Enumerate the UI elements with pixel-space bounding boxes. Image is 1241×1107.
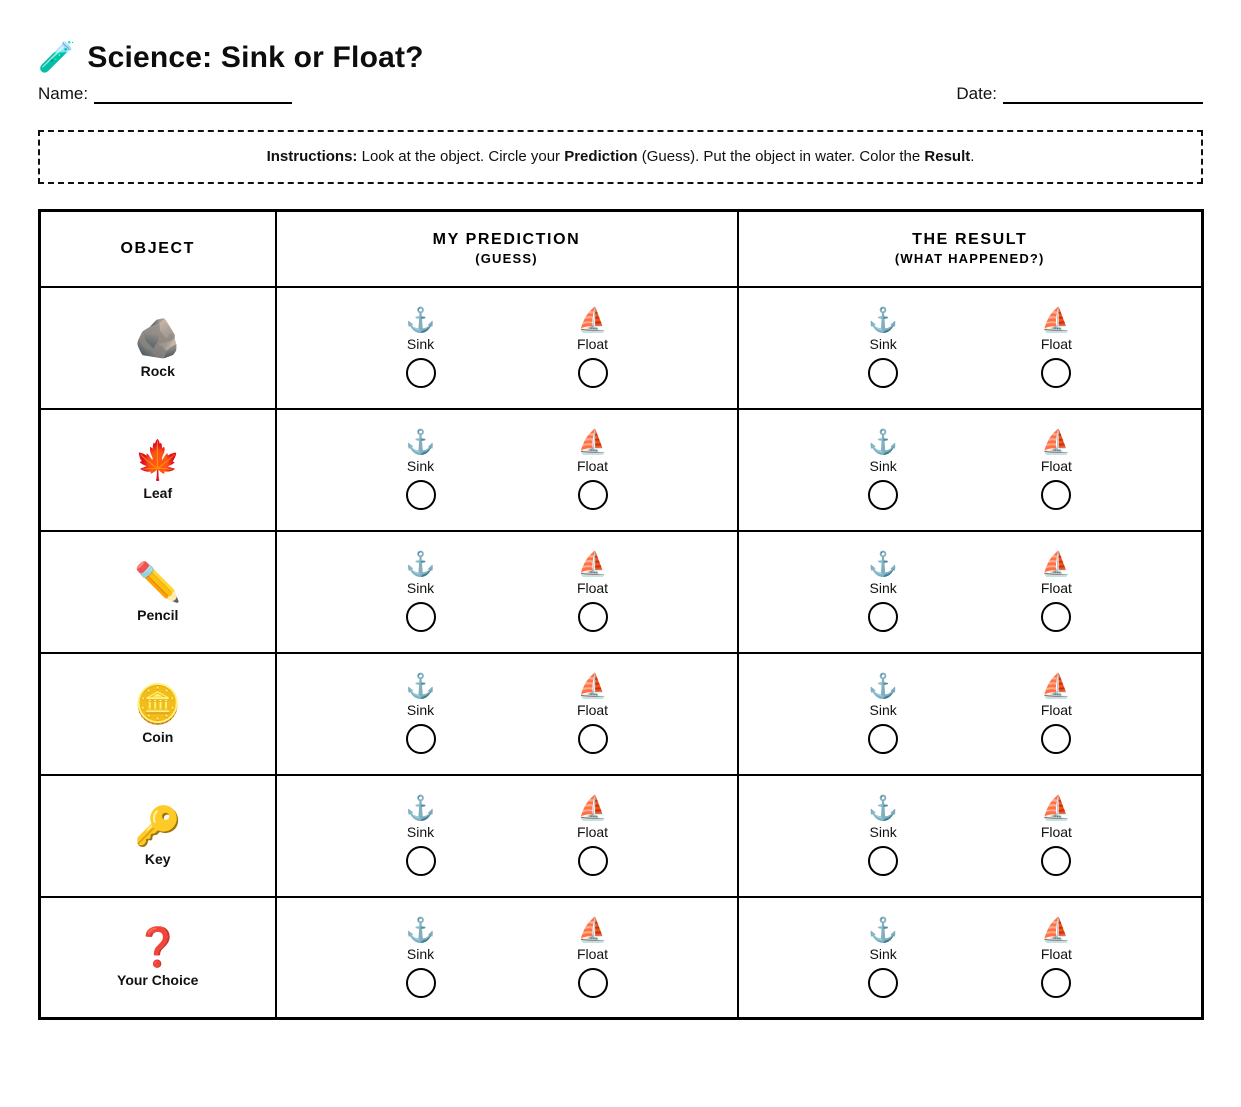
column-header-prediction-label: MY PREDICTION: [432, 230, 581, 248]
instructions-box: [38, 130, 1203, 184]
column-header-result-sublabel: (WHAT HAPPENED?): [894, 250, 1045, 266]
instructions-text: [267, 148, 975, 166]
result-option-float[interactable]: [996, 307, 1116, 388]
name-write-line[interactable]: [94, 88, 292, 104]
result-option-float[interactable]: [996, 795, 1116, 876]
prediction-cell: [276, 653, 738, 775]
result-option-float-label: Float: [1040, 945, 1072, 962]
result-option-float-label: Float: [1040, 336, 1072, 352]
result-choices: [739, 795, 1202, 876]
object-cell-leaf: [40, 409, 276, 531]
prediction-bubble-sink[interactable]: [406, 602, 436, 632]
prediction-choices: [277, 551, 737, 632]
anchor-icon: ⚓: [868, 673, 899, 700]
name-date-row: [38, 78, 1203, 104]
result-bubble-float[interactable]: [1041, 724, 1071, 754]
result-option-sink-label: Sink: [869, 702, 897, 718]
sailboat-icon: ⛵: [577, 429, 608, 456]
prediction-option-float[interactable]: [533, 795, 653, 876]
prediction-option-sink-label: Sink: [406, 702, 435, 718]
result-choices: [739, 307, 1202, 388]
table-head: [40, 211, 1203, 287]
column-header-prediction: [276, 211, 738, 287]
object-label: Rock: [140, 362, 175, 379]
object-cell-inner: [41, 317, 275, 379]
result-option-sink-label: Sink: [869, 580, 897, 596]
result-bubble-float[interactable]: [1041, 968, 1071, 998]
prediction-option-sink-label: Sink: [406, 336, 435, 352]
prediction-option-sink-label: Sink: [406, 945, 435, 962]
result-option-sink[interactable]: [823, 673, 943, 754]
prediction-bubble-float[interactable]: [578, 846, 608, 876]
result-option-sink-label: Sink: [869, 458, 897, 474]
prediction-option-float-label: Float: [576, 336, 609, 352]
prediction-bubble-float[interactable]: [578, 358, 608, 388]
prediction-option-float-label: Float: [576, 945, 609, 962]
result-option-sink-label: Sink: [869, 824, 897, 840]
table-row: [40, 287, 1203, 409]
sailboat-icon: ⛵: [1041, 551, 1072, 578]
prediction-option-sink[interactable]: [361, 917, 481, 998]
result-option-float[interactable]: [996, 673, 1116, 754]
column-header-result-label: THE RESULT: [912, 230, 1028, 248]
result-option-float[interactable]: [996, 429, 1116, 510]
instructions-part-1: Look at the object. Circle your: [357, 148, 565, 165]
object-label: Pencil: [137, 606, 179, 623]
prediction-cell: [276, 531, 738, 653]
prediction-bubble-sink[interactable]: [406, 358, 436, 388]
result-cell: [738, 409, 1203, 531]
anchor-icon: ⚓: [868, 795, 899, 822]
result-cell: [738, 531, 1203, 653]
anchor-icon: ⚓: [405, 795, 436, 822]
page-title-text: Science: Sink or Float?: [87, 41, 424, 74]
prediction-option-float[interactable]: [533, 551, 653, 632]
prediction-option-sink[interactable]: [361, 673, 481, 754]
prediction-cell: [276, 897, 738, 1019]
object-label: Coin: [142, 728, 174, 745]
prediction-option-float[interactable]: [533, 673, 653, 754]
date-write-line[interactable]: [1003, 88, 1203, 104]
prediction-bubble-float[interactable]: [578, 602, 608, 632]
instructions-part-2: (Guess). Put the object in water. Color the: [637, 148, 925, 165]
column-header-result: [738, 211, 1203, 287]
anchor-icon: ⚓: [868, 916, 899, 944]
prediction-bubble-sink[interactable]: [406, 724, 436, 754]
anchor-icon: ⚓: [868, 429, 899, 456]
key-emoji: 🔑: [134, 805, 182, 848]
prediction-bubble-float[interactable]: [578, 968, 608, 998]
sailboat-icon: ⛵: [577, 673, 608, 700]
sailboat-icon: ⛵: [1041, 795, 1072, 822]
result-bubble-float[interactable]: [1041, 602, 1071, 632]
prediction-option-sink[interactable]: [361, 795, 481, 876]
object-cell-inner: [41, 926, 275, 988]
prediction-bubble-float[interactable]: [578, 724, 608, 754]
result-option-float[interactable]: [996, 917, 1116, 998]
object-cell-inner: [41, 805, 275, 867]
anchor-icon: ⚓: [405, 551, 436, 578]
prediction-option-sink-label: Sink: [406, 458, 435, 474]
object-cell-inner: [41, 561, 275, 623]
instructions-bold-result: Result: [924, 148, 971, 165]
date-label: Date:: [956, 84, 997, 103]
result-option-sink[interactable]: [823, 795, 943, 876]
result-bubble-sink[interactable]: [868, 724, 898, 754]
result-option-float[interactable]: [996, 551, 1116, 632]
result-option-float-label: Float: [1040, 824, 1072, 840]
rock-emoji: 🪨: [134, 317, 182, 360]
object-label: Your Choice: [117, 972, 199, 989]
prediction-option-float-label: Float: [576, 702, 609, 718]
prediction-option-sink[interactable]: [361, 307, 481, 388]
prediction-choices: [277, 673, 737, 754]
coin-emoji: 🪙: [134, 683, 182, 726]
table-row: [40, 897, 1203, 1019]
result-cell: [738, 775, 1203, 897]
instructions-part-3: .: [970, 148, 975, 165]
object-label: Key: [144, 850, 171, 867]
result-cell: [738, 653, 1203, 775]
sailboat-icon: ⛵: [577, 916, 608, 944]
result-choices: [739, 673, 1202, 754]
prediction-option-float-label: Float: [576, 824, 609, 840]
anchor-icon: ⚓: [868, 551, 899, 578]
result-choices: [739, 429, 1202, 510]
table-body: [40, 287, 1203, 1019]
instructions-bold-prediction: Prediction: [564, 148, 638, 165]
sailboat-icon: ⛵: [1041, 673, 1072, 700]
prediction-option-float[interactable]: [533, 307, 653, 388]
table-row: [40, 531, 1203, 653]
result-option-sink[interactable]: [823, 917, 943, 998]
prediction-choices: [277, 307, 737, 388]
result-choices: [739, 551, 1202, 632]
prediction-choices: [277, 429, 737, 510]
result-bubble-float[interactable]: [1041, 846, 1071, 876]
result-bubble-sink[interactable]: [868, 602, 898, 632]
date-field[interactable]: [956, 84, 1203, 104]
result-cell: [738, 287, 1203, 409]
maple-leaf-emoji: 🍁: [134, 439, 182, 482]
page-title: [38, 0, 1203, 74]
anchor-icon: ⚓: [405, 429, 436, 456]
object-label: Leaf: [143, 484, 173, 501]
prediction-option-float-label: Float: [576, 580, 609, 596]
sailboat-icon: ⛵: [1041, 429, 1072, 456]
instructions-lead: Instructions:: [266, 148, 358, 165]
result-bubble-sink[interactable]: [868, 846, 898, 876]
object-cell-coin: [40, 653, 276, 775]
prediction-bubble-sink[interactable]: [406, 846, 436, 876]
result-option-sink[interactable]: [823, 429, 943, 510]
object-cell-rock: [40, 287, 276, 409]
result-bubble-sink[interactable]: [868, 358, 898, 388]
prediction-option-float[interactable]: [533, 429, 653, 510]
column-header-object-label: OBJECT: [120, 239, 195, 257]
object-cell-inner: [41, 683, 275, 745]
table-row: [40, 409, 1203, 531]
prediction-choices: [277, 795, 737, 876]
name-label: Name:: [38, 84, 89, 103]
result-bubble-float[interactable]: [1041, 480, 1071, 510]
result-choices: [739, 917, 1202, 998]
object-cell-pencil: [40, 531, 276, 653]
prediction-bubble-sink[interactable]: [406, 480, 436, 510]
object-cell-key: [40, 775, 276, 897]
sailboat-icon: ⛵: [577, 551, 608, 578]
result-option-sink[interactable]: [823, 551, 943, 632]
object-cell-your-choice: [40, 897, 276, 1019]
sailboat-icon: ⛵: [1041, 916, 1072, 944]
table-header-row: [40, 211, 1203, 287]
result-option-sink-label: Sink: [869, 945, 897, 962]
prediction-option-float-label: Float: [576, 458, 609, 474]
anchor-icon: ⚓: [405, 673, 436, 700]
sailboat-icon: ⛵: [577, 795, 608, 822]
result-bubble-sink[interactable]: [868, 480, 898, 510]
result-cell: [738, 897, 1203, 1019]
sink-or-float-table: [38, 209, 1204, 1020]
result-option-float-label: Float: [1040, 702, 1072, 718]
object-cell-inner: [41, 439, 275, 501]
result-option-sink-label: Sink: [869, 336, 897, 352]
anchor-icon: ⚓: [868, 307, 899, 334]
sailboat-icon: ⛵: [1041, 307, 1072, 334]
result-option-float-label: Float: [1040, 458, 1072, 474]
name-field[interactable]: [38, 84, 292, 104]
table-row: [40, 775, 1203, 897]
prediction-option-sink-label: Sink: [406, 824, 435, 840]
prediction-option-sink-label: Sink: [406, 580, 435, 596]
anchor-icon: ⚓: [405, 916, 436, 944]
prediction-bubble-float[interactable]: [578, 480, 608, 510]
prediction-option-sink[interactable]: [361, 551, 481, 632]
sailboat-icon: ⛵: [577, 307, 608, 334]
anchor-icon: ⚓: [405, 307, 436, 334]
prediction-cell: [276, 409, 738, 531]
prediction-bubble-sink[interactable]: [406, 968, 436, 998]
prediction-cell: [276, 287, 738, 409]
prediction-cell: [276, 775, 738, 897]
test-tube-icon: 🧪: [38, 41, 76, 74]
result-option-sink[interactable]: [823, 307, 943, 388]
table-row: [40, 653, 1203, 775]
question-mark-emoji: ❓: [134, 927, 182, 970]
pencil-emoji: ✏️: [134, 561, 182, 604]
result-option-float-label: Float: [1040, 580, 1072, 596]
column-header-prediction-sublabel: (GUESS): [475, 250, 538, 266]
prediction-option-sink[interactable]: [361, 429, 481, 510]
result-bubble-float[interactable]: [1041, 358, 1071, 388]
prediction-choices: [277, 917, 737, 998]
column-header-object: [40, 211, 276, 287]
prediction-option-float[interactable]: [533, 917, 653, 998]
result-bubble-sink[interactable]: [868, 968, 898, 998]
